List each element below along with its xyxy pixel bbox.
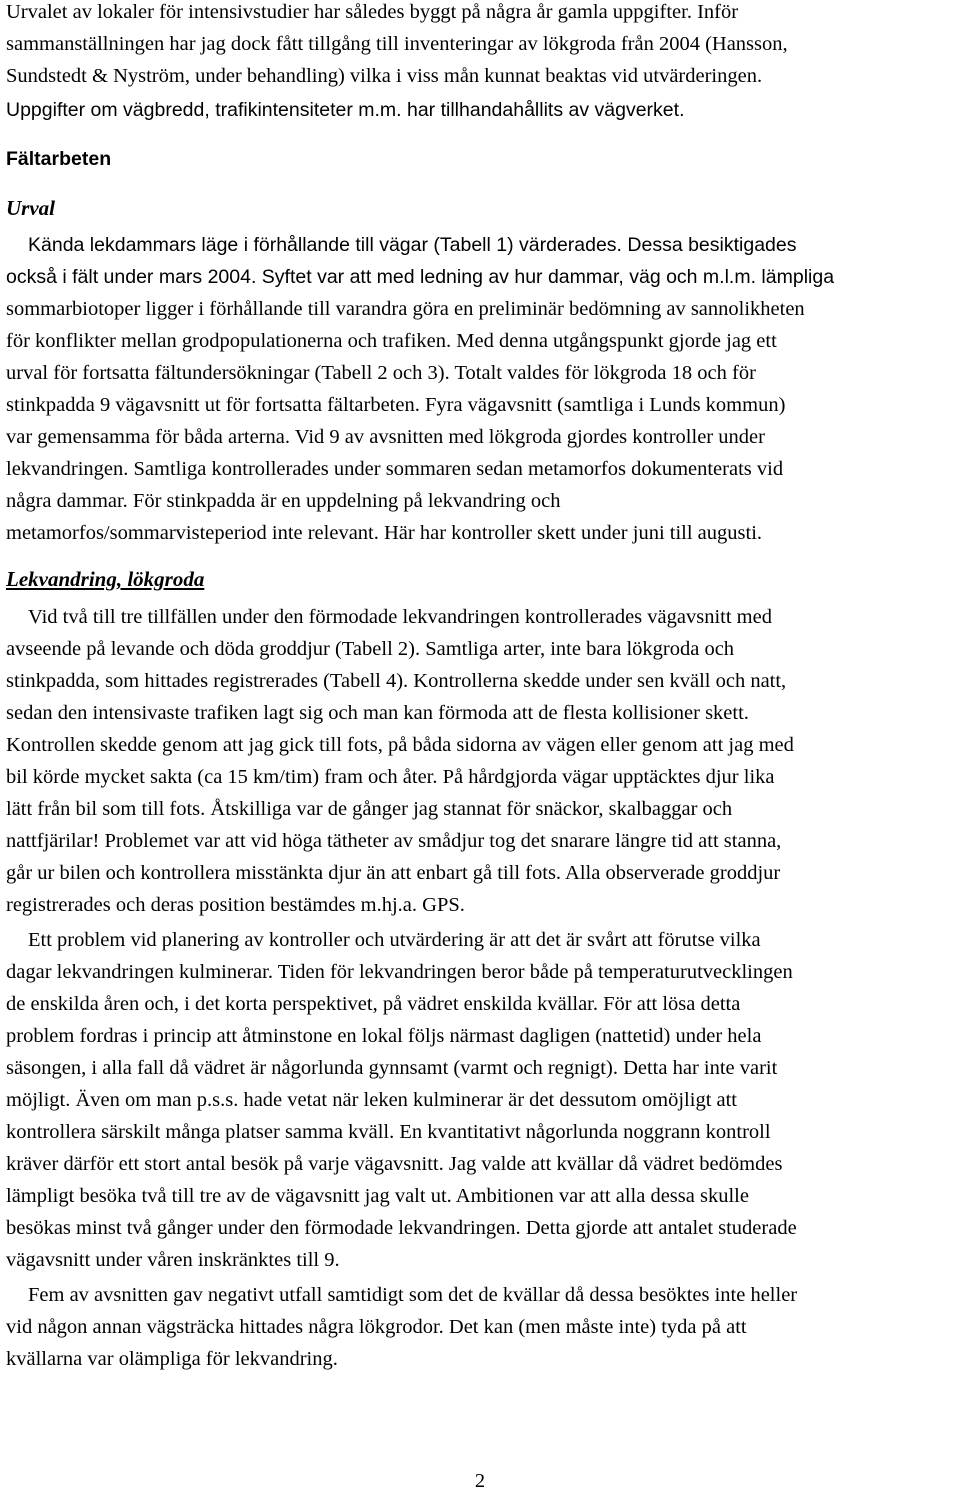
paragraph-line: stinkpadda, som hittades registrerades (Tabell 4). Kontrollerna skedde under sen kväll och natt, [6,670,787,692]
paragraph-line: kvällarna var olämpliga för lekvandring. [6,1348,338,1370]
paragraph-line: bil körde mycket sakta (ca 15 km/tim) fram och åter. På hårdgjorda vägar upptäcktes djur lika [6,766,775,788]
urval-line: Kända lekdammars läge i förhållande till vägar (Tabell 1) värderades. Dessa besiktigades [28,234,797,256]
intro-line: Uppgifter om vägbredd, trafikintensiteter m.m. har tillhandahållits av vägverket. [6,99,685,121]
intro-line: Sundstedt & Nyström, under behandling) vilka i viss mån kunnat beaktas vid utvärderingen. [6,65,763,87]
section-heading-faltarbeten: Fältarbeten [6,148,112,170]
paragraph-line: de enskilda åren och, i det korta perspektivet, på vädret enskilda kvällar. För att lösa detta [6,993,741,1015]
paragraph-line: Ett problem vid planering av kontroller och utvärdering är att det är svårt att förutse vilka [28,929,761,951]
paragraph-line: lämpligt besöka två till tre av de vägavsnitt jag valt ut. Ambitionen var att alla dessa skulle [6,1185,749,1207]
urval-line: sommarbiotoper ligger i förhållande till varandra göra en preliminär bedömning av sannolikheten [6,298,805,320]
paragraph-line: sedan den intensivaste trafiken lagt sig och man kan förmoda att de flesta kollisioner skett. [6,702,749,724]
urval-line: några dammar. För stinkpadda är en uppdelning på lekvandring och [6,490,561,512]
subsection-heading-urval: Urval [6,196,55,220]
intro-line: sammanställningen har jag dock fått tillgång till inventeringar av lökgroda från 2004 (Hansson, [6,33,788,55]
paragraph-line: kontrollera särskilt många platser samma kväll. En kvantitativt någorlunda noggrann kontroll [6,1121,771,1143]
lekvandring-paragraph-3 [6,1279,797,1375]
paragraph-line: Vid två till tre tillfällen under den förmodade lekvandringen kontrollerades vägavsnitt med [28,606,772,628]
paragraph-line: problem fordras i princip att åtminstone en lokal följs närmast dagligen (nattetid) under hela [6,1025,762,1047]
paragraph-line: besökas minst två gånger under den förmodade lekvandringen. Detta gjorde att antalet studerade [6,1217,797,1239]
urval-line: var gemensamma för båda arterna. Vid 9 av avsnitten med lökgroda gjordes kontroller under [6,426,765,448]
page-number: 2 [474,1470,486,1492]
intro-line: Urvalet av lokaler för intensivstudier har således byggt på några år gamla uppgifter. Inför [6,1,739,23]
urval-line: också i fält under mars 2004. Syftet var att med ledning av hur dammar, väg och m.l.m. lämpliga [6,266,835,288]
paragraph-line: möjligt. Även om man p.s.s. hade vetat när leken kulminerar är det dessutom omöjligt att [6,1089,738,1111]
paragraph-line: går ur bilen och kontrollera misstänkta djur än att enbart gå till fots. Alla observerade groddjur [6,862,781,884]
paragraph-line: dagar lekvandringen kulminerar. Tiden för lekvandringen beror både på temperaturutvecklingen [6,961,793,983]
urval-line: urval för fortsatta fältundersökningar (Tabell 2 och 3). Totalt valdes för lökgroda 18 och för [6,362,756,384]
paragraph-line: lätt från bil som till fots. Åtskilliga var de gånger jag stannat för snäckor, skalbaggar och [6,798,733,820]
subsection-heading-lekvandring: Lekvandring, lökgroda [6,567,205,591]
paragraph-line: nattfjärilar! Problemet var att vid höga tätheter av smådjur tog det snarare längre tid att stanna, [6,830,782,852]
paragraph-line: Fem av avsnitten gav negativt utfall samtidigt som det de kvällar då dessa besöktes inte heller [28,1284,798,1306]
urval-line: metamorfos/sommarvisteperiod inte relevant. Här har kontroller skett under juni till augusti. [6,522,763,544]
paragraph-line: kräver därför ett stort antal besök på varje vägavsnitt. Jag valde att kvällar då vädret bedömdes [6,1153,783,1175]
paragraph-line: säsongen, i alla fall då vädret är någorlunda gynnsamt (varmt och regnigt). Detta har inte varit [6,1057,778,1079]
paragraph-line: vid någon annan vägsträcka hittades några lökgrodor. Det kan (men måste inte) tyda på att [6,1316,747,1338]
urval-paragraph [6,229,834,549]
paragraph-line: Kontrollen skedde genom att jag gick till fots, på båda sidorna av vägen eller genom att jag med [6,734,794,756]
intro-paragraph [6,0,788,126]
paragraph-line: registrerades och deras position bestämdes m.hj.a. GPS. [6,894,465,916]
urval-line: för konflikter mellan grodpopulationerna och trafiken. Med denna utgångspunkt gjorde jag ett [6,330,777,352]
lekvandring-paragraph-1 [6,601,794,921]
urval-line: stinkpadda 9 vägavsnitt ut för fortsatta fältarbeten. Fyra vägavsnitt (samtliga i Lunds kommun) [6,394,786,416]
lekvandring-paragraph-2 [6,924,797,1276]
paragraph-line: avseende på levande och döda groddjur (Tabell 2). Samtliga arter, inte bara lökgroda och [6,638,735,660]
paragraph-line: vägavsnitt under våren inskränktes till 9. [6,1249,340,1271]
urval-line: lekvandringen. Samtliga kontrollerades under sommaren sedan metamorfos dokumenterats vid [6,458,784,480]
